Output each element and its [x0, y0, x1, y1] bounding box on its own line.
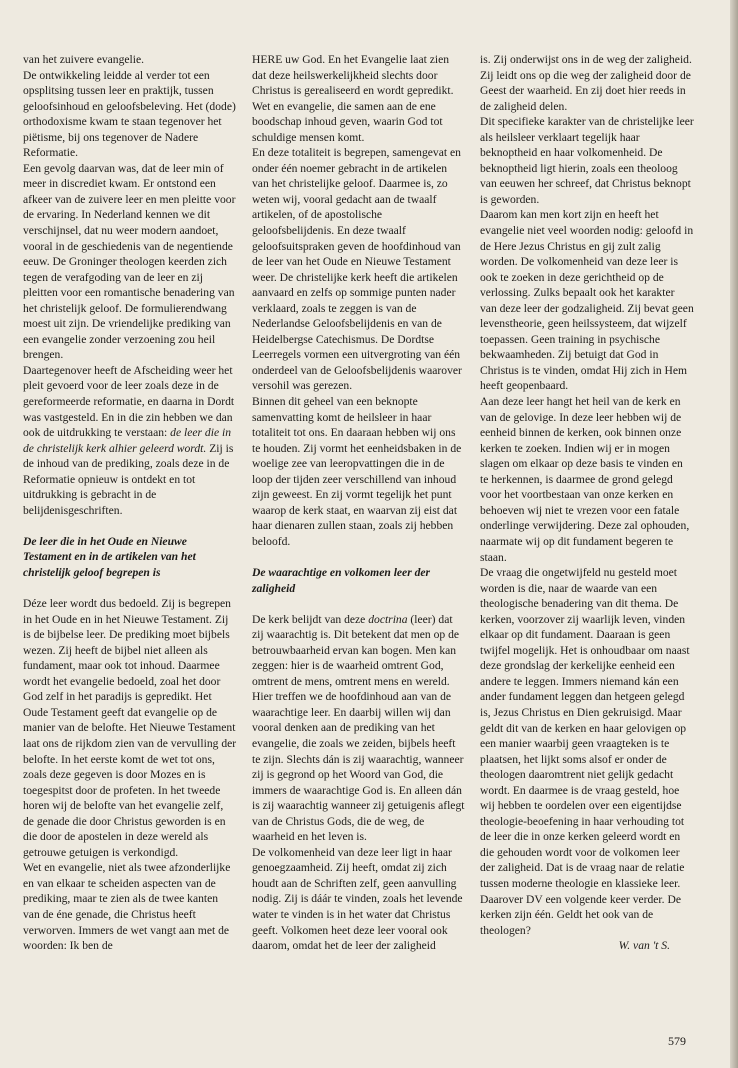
paragraph-text: De kerk belijdt van deze	[252, 612, 369, 626]
paragraph: Aan deze leer hangt het heil van de kerk en van de gelovige. In deze leer hebben wij de eenheid binnen de kerken, ook binnen onze kerken te zoeken. Indien wij er in mogen slagen om elkaar op deze basis te vinden en te herkennen, is daarmee de grond gelegd voor het voortbestaan van onze kerken en behoeven wij niet te vrezen voor een fatale onderlinge verwijdering. Deze zal ophouden, naarmate wij op dit fundament begeren te staan.	[480, 395, 690, 564]
paragraph: Binnen dit geheel van een beknopte samenvatting komt de heilsleer in haar totaliteit tot ons. En daaraan hebben wij ons te houden. Zij vormt het eenheidsbaken in de woelige zee van leeropvattingen die in de loop der tijden zeer verschillend van inhoud zijn geweest. En zij vormt tegelijk het punt waarop de kerk staat, en waarvan zij eist dat haar dienaren zullen staan, zoals zij hebben beloofd.	[252, 395, 462, 548]
author-signature: W. van 't S.	[618, 939, 670, 953]
paragraph-text: Zij is de inhoud van de prediking, zoals deze in de Reformatie opnieuw is ontdekt en tot uitdrukking is gebracht in de belijdenisgeschriften.	[23, 441, 234, 517]
italic-quote: de leer die in de christelijk kerk alhier geleerd wordt.	[23, 426, 232, 455]
paragraph-text: Daartegenover heeft de Afscheiding weer het pleit gevoerd voor de leer zoals deze in de gereformeerde reformatie, en daarna in Dordt was vastgesteld. En in die zin hebben we dan ook de uitdrukking te verstaan:	[23, 363, 235, 440]
text-column-right	[480, 52, 694, 954]
section-heading: De leer die in het Oude en Nieuwe Testament en in de artikelen van het christelijk geloof begrepen is	[23, 534, 196, 579]
section-heading: De waarachtige en volkomen leer der zaligheid	[252, 566, 431, 595]
italic-term: doctrina	[368, 612, 408, 626]
paragraph: De volkomenheid van deze leer ligt in haar genoegzaamheid. Zij heeft, omdat zij zich houdt aan de Schriften zelf, geen aanvulling nodig. Zij is dáár te vinden, zoals het levende water te vinden is in het water dat Christus geeft. Volkomen heet deze leer vooral ook daarom, omdat het de leer der zaligheid	[252, 845, 463, 953]
text-column-left	[23, 52, 237, 954]
paragraph	[252, 612, 466, 845]
paragraph: van het zuivere evangelie.	[23, 53, 145, 66]
paragraph: Déze leer wordt dus bedoeld. Zij is begrepen in het Oude en in het Nieuwe Testament. Zij is de bijbelse leer. De prediking moet bijbels wezen. Zij heeft de bijbel niet alleen als fundament, maar ook tot inhoud. Daarmee wordt het evangelie bedoeld, zoal het door God zelf in het paradijs is gepredikt. Het Oude Testament geeft dat evangelie op de manier van de belofte. Het Nieuwe Testament laat ons de rijkdom zien van de vervulling der belofte. In het eerste komt de wet tot ons, zoals deze gegeven is door Mozes en is toegespitst door de profeten. In het tweede horen wij de belofte van het evangelie zelf, de genade die door Christus geworden is en die door de apostelen in deze wereld als getrouwe getuigen is verkondigd.	[23, 597, 237, 859]
paragraph: Wet en evangelie, niet als twee afzonderlijke en van elkaar te scheiden aspecten van de prediking, maar te zien als de twee kanten van de éne genade, die Christus heeft verworven. Immers de wet vangt aan met de woorden: Ik ben de	[23, 861, 231, 953]
paragraph: Dit specifieke karakter van de christelijke leer als heilsleer verklaart tegelijk haar beknoptheid en haar volkomenheid. De beknoptheid ligt hierin, zoals een theoloog van eeuwen her schreef, dat Christus beknopt is geworden.	[480, 115, 694, 206]
paragraph: Een gevolg daarvan was, dat de leer min of meer in discrediet kwam. Er ontstond een afkeer van de zuivere leer en men pleitte voor de ervaring. In Nederland kennen we dit verschijnsel, dat nu weer modern aandoet, vooral in de geschiedenis van de negentiende eeuw. De Groninger theologen keerden zich tegen de verafgoding van de leer en zij pleitten voor een romantische benadering van het christelijk geloof. De formulierendwang moest uit zijn. De vriendelijke prediking van een evangelie zonder verzoening zou heil brengen.	[23, 161, 236, 362]
text-column-middle	[252, 52, 466, 954]
paragraph: De vraag die ongetwijfeld nu gesteld moet worden is die, naar de waarde van een theologische benadering van dit thema. De kerken, voorzover zij waarlijk leven, vinden elkaar op dit fundament. Daaraan is geen twijfel mogelijk. Het is onhoudbaar om naast deze grondslag der kerkelijke eenheid een andere te leggen. Immers niemand kán een ander fundament leggen dan hetgeen gelegd is, Jezus Christus en Dien gekruisigd. Maar geldt dit van de kerken en haar gelovigen op een manier waarbij geen vraagteken is te plaatsen, het lijkt soms alsof er onder de theologen daaromtrent niet gelijk gedacht wordt. En daarmee is de vraag gesteld, hoe wij hebben te oordelen over een eigentijdse theologie-beoefening in haar verhouding tot de leer die in onze kerken geleerd wordt en die gehouden wordt voor de volkomen leer der zaligheid. Dat is de vraag naar de relatie tussen moderne theologie en klassieke leer. Daarover DV een volgende keer verder. De kerken zijn één. Geldt het ook van de theologen?	[480, 566, 690, 937]
paragraph: HERE uw God. En het Evangelie laat zien dat deze heilswerkelijkheid slechts door Christus is gerealiseerd en wordt gepredikt. Wet en evangelie, die samen aan de ene boodschap inhoud geven, waarin God tot schuldige mensen komt.	[252, 53, 454, 144]
paragraph	[23, 363, 237, 518]
paragraph-text: (leer) dat zij waarachtig is. Dit betekent dat men op de betrouwbaarheid ervan kan bogen. Men kan zeggen: hier is de waarheid omtrent God, omtrent de mens, omtrent mens en wereld. Hier treffen we de hoofdinhoud aan van de waarachtige leer. En daarbij willen wij dan vooral denken aan de prediking van het evangelie, die zoals we zeiden, bijbels heeft te zijn. Slechts dán is zij waarachtig, wanneer zij is gegrond op het Woord van God, die immers de waarachtige God is. En alleen dán is zij waarachtig wanneer zij getuigenis aflegt van de Christus Gods, die de weg, de waarheid en het leven is.	[252, 612, 465, 844]
paragraph: De ontwikkeling leidde al verder tot een opsplitsing tussen leer en praktijk, tussen geloofsinhoud en geloofsbeleving. Het (dode) orthodoxisme kwam te staan tegenover het piëtisme, bij ons tegenover de Nadere Reformatie.	[23, 68, 236, 160]
paragraph: is. Zij onderwijst ons in de weg der zaligheid. Zij leidt ons op die weg der zaligheid door de Geest der waarheid. En zij doet hier reeds in de zaligheid delen.	[480, 53, 692, 113]
paragraph: En deze totaliteit is begrepen, samengevat en onder één noemer gebracht in de artikelen van het christelijke geloof. Daarmee is, zo weten wij, vooral gedacht aan de twaalf artikelen, of de apostolische geloofsbelijdenis. En deze twaalf geloofsuitspraken geven de hoofdinhoud van de leer van het Oude en Nieuwe Testament weer. De christelijke kerk heeft die artikelen aanvaard en zelfs op sommige punten nader verklaard, zoals te zeggen is van de Nederlandse Geloofsbelijdenis en van de Heidelbergse Catechismus. De Dordtse Leerregels vormen een uitvergroting van één onderdeel van de Geloofsbelijdenis waarover versohil was gerezen.	[252, 146, 462, 393]
page-number: 579	[668, 1034, 686, 1048]
paragraph: Daarom kan men kort zijn en heeft het evangelie niet veel woorden nodig: geloofd in de Here Jezus Christus en gij zult zalig worden. De volkomenheid van deze leer is ook te zoeken in deze gerichtheid op de verlossing. Zulks bepaalt ook het karakter van deze leer der godzaligheid. Zij bevat geen levenstheorie, geen heilssysteem, dat wijzelf toepassen. Geen training in psychische bekwaamheden. Zij betuigt dat God in Christus is te vinden, omdat Hij zich in Hem heeft geopenbaard.	[480, 208, 694, 393]
binding-edge-shadow	[730, 0, 738, 1068]
